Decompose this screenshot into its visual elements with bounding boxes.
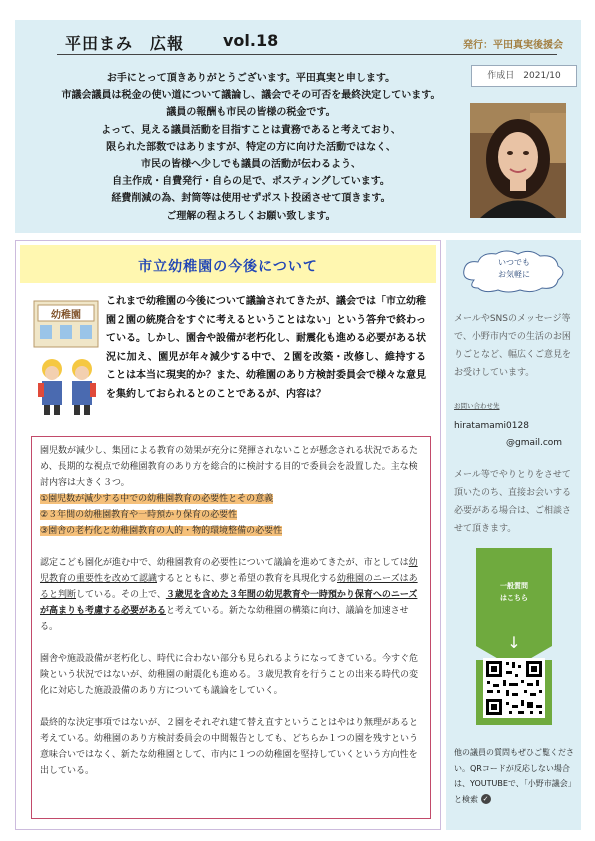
email-domain: @gmail.com <box>506 438 563 448</box>
body-paragraph: 園舎や施設設備が老朽化し、時代に合わない部分も見られるようになってきている。今すぐ危険という状況ではないが、幼稚園の耐震化も進める。３歳児教育を行うことの出来る時代の変化に対応した施設設備のあり方についても議論をしていく。 <box>40 654 419 696</box>
publisher: 発行：平田真実後援会 <box>463 40 563 51</box>
newsletter-title: 平田まみ 広報 <box>65 34 185 53</box>
kindergarten-illustration <box>30 291 114 431</box>
article-lead: これまで幼稚園の今後について議論されてきたが、議会では「市立幼稚園２園の統廃合をすぐに考えるということはない」という答弁で終わっている。しかし、園舎や設備が老朽化し、耐震化も進める必要がある状況に加え、園児が年々減少する中で、２園を改築・改修し、維持することは本当に現実的か？また、幼稚園のあり方検討委員会で様々な意見を集約しておられるとのことであるが、内容は？ <box>106 296 426 400</box>
underlined-text: 幼稚園のニーズはあると判断 <box>40 574 418 600</box>
underlined-text: 幼児教育の重要性を改めて認識 <box>40 558 418 584</box>
banner-text: 一般質問 はこちら <box>500 582 528 602</box>
inquiry-label: お問い合わせ先 <box>454 402 500 410</box>
email-user: hiratamami0128 <box>454 421 529 431</box>
greeting-line: 経費削減の為、封筒等は使用せずポスト投函させて頂きます。 <box>111 193 391 205</box>
topic-list <box>40 491 422 539</box>
article <box>15 240 441 830</box>
greeting-line: お手にとって頂きありがとうございます。平田真実と申します。 <box>106 73 396 84</box>
title-row <box>15 20 581 56</box>
check-icon: ✓ <box>481 794 491 804</box>
topic-item: ①園児数が減少する中での幼稚園教育の必要性とその意義 <box>40 494 274 504</box>
emphasized-text: ３歳児を含めた３年間の幼児教育や一時預かり保育へのニーズが高まりも考慮する必要がある <box>40 590 418 616</box>
greeting-line: 議員の報酬も市民の皆様の税金です。 <box>166 107 336 119</box>
cloud-text: いつでも お気軽に <box>498 258 530 279</box>
article-body <box>31 436 431 819</box>
topic-item: ③園舎の老朽化と幼稚園教育の人的・物的環境整備の必要性 <box>40 526 283 536</box>
contact-followup: メール等でやりとりをさせて頂いたのち、直接お会いする必要がある場合は、ご相談させて頂きます。 <box>454 470 572 534</box>
article-title: 市立幼稚園の今後について <box>138 259 318 275</box>
topic-item: ②３年間の幼稚園教育や一時預かり保育の必要性 <box>40 510 238 520</box>
greeting-line: 市議会議員は税金の使い道について議論し、議会でその可否を最終決定しています。 <box>61 90 441 102</box>
arrow-down-icon: ↓ <box>507 633 521 652</box>
body-paragraph: 認定こども園化が進む中で、幼稚園教育の必要性について議論を進めてきたが、市としては幼児教育の重要性を改めて認識するとともに、夢と希望の教育を具現化する幼稚園のニーズはあると判断している。その上で、３歳児を含めた３年間の幼児教育や一時預かり保育へのニーズが高まりも考慮する必要があると考えている。新たな幼稚園の構築に向け、議論を加速させる。 <box>40 558 418 632</box>
body-paragraph: 園児数が減少し、集団による教育の効果が充分に発揮されないことが懸念される状況であるため、長期的な視点で幼稚園教育のあり方を総合的に検討する目的で委員会を設置した。主な検討内容は大きく３つ。 <box>40 446 419 488</box>
sidebar <box>446 240 581 830</box>
title-rule <box>57 54 557 55</box>
body-paragraph: 最終的な決定事項ではないが、２園をそれぞれ建て替え直すということはやはり無理があると考えている。幼稚園のあり方検討委員会の中間報告としても、どちらか１つの園を残すという意味合いではなく、新たな幼稚園として、市内に１つの幼稚園を堅持していくという方向性を出している。 <box>40 718 419 776</box>
qr-note: 他の議員の質問もぜひご覧ください。QRコードが反応しない場合は、YOUTUBEで、「小野市議会」と検索 ✓ <box>454 748 576 804</box>
greeting-line: 限られた部数ではありますが、特定の方に向けた活動ではなく、 <box>106 141 396 153</box>
date-box: 作成日 2021/10 <box>471 65 577 87</box>
greeting-line: 市民の皆様へ少しでも議員の活動が伝わるよう、 <box>141 159 361 171</box>
header <box>15 20 581 233</box>
article-title-bar <box>20 245 436 283</box>
contact-intro: メールやSNSのメッセージ等で、小野市内での生活のお困りごとなど、幅広くご意見をお受けしています。 <box>454 314 572 378</box>
kindergarten-sign-text: 幼稚園 <box>51 310 81 321</box>
qr-code[interactable] <box>483 658 545 718</box>
portrait-photo <box>470 103 566 218</box>
greeting-line: 自主作成・自費発行・自らの足で、ポスティングしています。 <box>112 176 390 188</box>
greeting <box>35 70 467 225</box>
volume-number: vol.18 <box>223 31 279 50</box>
greeting-line: よって、見える議員活動を目指すことは責務であると考えており、 <box>101 124 401 136</box>
greeting-line: ご理解の程よろしくお願い致します。 <box>166 210 336 222</box>
